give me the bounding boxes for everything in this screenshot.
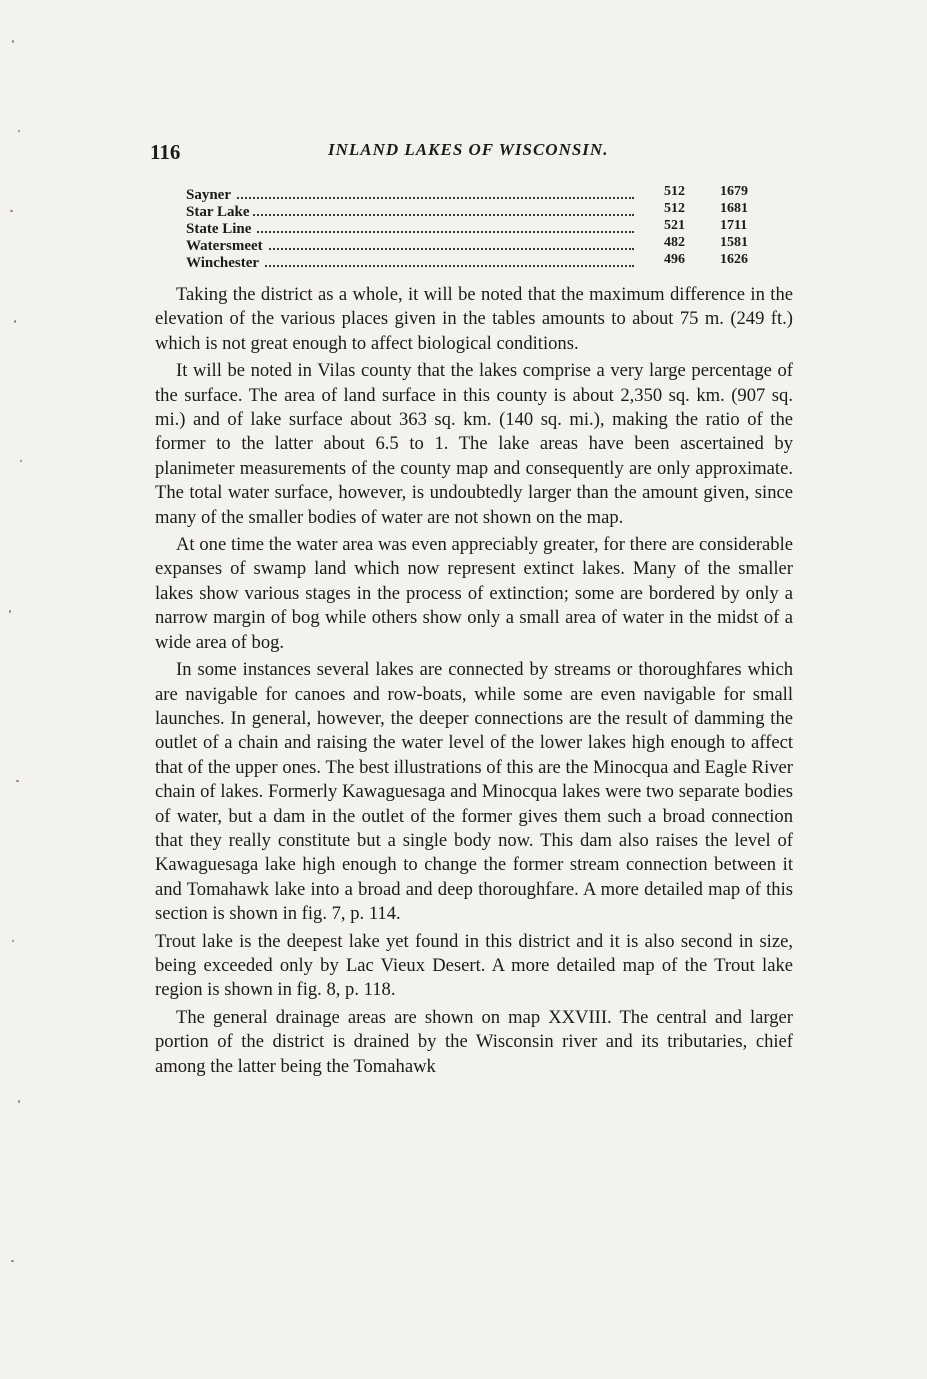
elevation-table: [186, 183, 766, 271]
elevation-meters: 512: [664, 184, 685, 199]
table-row: [186, 251, 766, 271]
elevation-feet: 1581: [720, 235, 748, 250]
margin-specks: [0, 0, 60, 1379]
place-name: State Line: [186, 221, 255, 238]
paragraph: Taking the district as a whole, it will be noted that the maximum difference in the elevation of the various places given in the tables amounts to about 75 m. (249 ft.) which is not great enough to affect biological conditions.: [155, 284, 793, 354]
elevation-feet: 1681: [720, 201, 748, 216]
elevation-meters: 496: [664, 252, 685, 267]
table-row: [186, 200, 766, 220]
running-title: INLAND LAKES OF WISCONSIN.: [328, 140, 609, 159]
paragraph: It will be noted in Vilas county that the lakes comprise a very large percentage of the surface. The area of land surface in this county is about 2,350 sq. km. (907 sq. mi.) and of lake surface about 363 sq. km. (140 sq. mi.), making the ratio of the former to the latter about 6.5 to 1. The lake areas have been ascertained by planimeter measurements of the county map and consequently are only approximate. The total water surface, however, is undoubtedly larger than the amount given, since many of the smaller bodies of water are not shown on the map.: [155, 360, 793, 528]
table-row: [186, 183, 766, 203]
leader-dots: [186, 189, 634, 199]
table-row: [186, 217, 766, 237]
paragraph: At one time the water area was even appreciably greater, for there are considerable expanses of swamp land which now represent extinct lakes. Many of the smaller lakes show various stages in the process of extinction; some are bordered by only a narrow margin of bog while others show only a small area of water in the midst of a wide area of bog.: [155, 534, 793, 653]
table-row: [186, 234, 766, 254]
paragraph: In some instances several lakes are connected by streams or thoroughfares which are navigable for canoes and row-boats, while some are even navigable for small launches. In general, however, the deeper connections are the result of damming the outlet of a chain and raising the water level of the lower lakes high enough to affect that of the upper ones. The best illustrations of this are the Minocqua and Eagle River chain of lakes. Formerly Kawaguesaga and Minocqua lakes were two separate bodies of water, but a dam in the outlet of the former gives them such a broad connection that they really constitute but a single body now. This dam also raises the level of Kawaguesaga lake high enough to change the former stream connection between it and Tomahawk lake into a broad and deep thoroughfare. A more detailed map of this section is shown in fig. 7, p. 114.: [155, 659, 793, 925]
elevation-feet: 1626: [720, 252, 748, 267]
body-text: [155, 283, 793, 1082]
place-name: Sayner: [186, 187, 235, 204]
place-name: Star Lake: [186, 204, 253, 221]
elevation-meters: 512: [664, 201, 685, 216]
place-name: Winchester: [186, 255, 263, 272]
place-name: Watersmeet: [186, 238, 267, 255]
elevation-meters: 482: [664, 235, 685, 250]
elevation-feet: 1679: [720, 184, 748, 199]
elevation-meters: 521: [664, 218, 685, 233]
paragraph: The general drainage areas are shown on map XXVIII. The central and larger portion of the district is drained by the Wisconsin river and its tributaries, chief among the latter being the Tomahawk: [155, 1006, 793, 1077]
elevation-feet: 1711: [720, 218, 748, 233]
paragraph: Trout lake is the deepest lake yet found in this district and it is also second in size, being exceeded only by Lac Vieux Desert. A more detailed map of the Trout lake region is shown in fig. 8, p. 118.: [155, 930, 793, 1001]
page-number: 116: [150, 140, 181, 164]
page-header: [150, 140, 800, 170]
